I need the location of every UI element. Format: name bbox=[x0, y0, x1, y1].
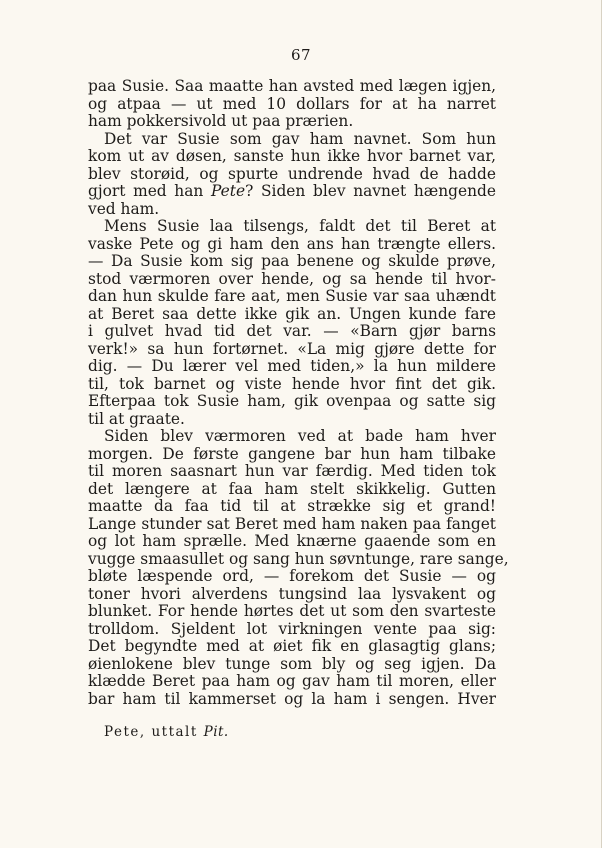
text-line: Siden blev værmoren ved at bade ham hver bbox=[104, 427, 496, 445]
text-line: ved ham. bbox=[88, 199, 160, 218]
text-line: gjort med han Pete? Siden blev navnet hængende bbox=[88, 182, 496, 200]
text-line: trolldom. Sjeldent lot virkningen vente paa sig: bbox=[88, 619, 496, 638]
text-line: Det var Susie som gav ham navnet. Som hun bbox=[104, 129, 496, 148]
text-line: dan hun skulde fare aat, men Susie var saa uhændt bbox=[88, 287, 496, 305]
text-line: Det begyndte med at øiet fik en glasagtig glans; bbox=[88, 637, 496, 655]
text-line: kom ut av døsen, sanste hun ikke hvor barnet var, bbox=[88, 147, 496, 165]
footnote-italic: Pit. bbox=[203, 724, 229, 740]
page-number: 67 bbox=[290, 46, 312, 64]
body-text bbox=[88, 77, 509, 708]
footnote-text: Pete, uttalt bbox=[104, 724, 198, 740]
text-line: Lange stunder sat Beret med ham naken paa fanget bbox=[88, 514, 496, 533]
text-line: ham pokkersivold ut paa prærien. bbox=[88, 112, 354, 130]
text-line: bløte læspende ord, — forekom det Susie — og bbox=[88, 567, 496, 585]
text-line: øienlokene blev tunge som bly og seg igjen. Da bbox=[88, 654, 496, 673]
text-line: i gulvet hvad tid det var. — «Barn gjør barns bbox=[88, 322, 496, 340]
text-line: Mens Susie laa tilsengs, faldt det til Beret at bbox=[104, 217, 496, 235]
text-line: og atpaa — ut med 10 dollars for at ha narret bbox=[88, 94, 496, 113]
text-line: — Da Susie kom sig paa benene og skulde prøve, bbox=[88, 252, 496, 270]
text-line: til at graate. bbox=[88, 409, 185, 428]
text-line: vaske Pete og gi ham den ans han trængte ellers. bbox=[88, 234, 496, 253]
text-line: vugge smaasullet og sang hun søvntunge, rare sange, bbox=[88, 549, 509, 568]
text-line: verk!» sa hun fortørnet. «La mig gjøre dette for bbox=[88, 339, 496, 358]
text-line: toner hvori alverdens tungsind laa lysvakent og bbox=[88, 584, 496, 603]
text-line: maatte da faa tid til at strække sig et grand! bbox=[88, 497, 496, 515]
text-line: det længere at faa ham stelt skikkelig. Gutten bbox=[88, 479, 496, 498]
text-line: stod værmoren over hende, og sa hende til hvor- bbox=[88, 269, 496, 288]
text-line: Efterpaa tok Susie ham, gik ovenpaa og satte sig bbox=[88, 392, 496, 410]
text-line: dig. — Du lærer vel med tiden,» la hun mildere bbox=[88, 357, 496, 375]
text-line: og lot ham sprælle. Med knærne gaaende som en bbox=[88, 532, 496, 550]
text-line: til, tok barnet og viste hende hvor fint det gik. bbox=[88, 374, 496, 393]
text-line: blunket. For hende hørtes det ut som den svarteste bbox=[88, 602, 496, 620]
text-line: bar ham til kammerset og la ham i sengen. Hver bbox=[88, 689, 496, 708]
text-line: blev storøid, og spurte undrende hvad de hadde bbox=[88, 164, 496, 183]
text-line: klædde Beret paa ham og gav ham til moren, eller bbox=[88, 672, 496, 690]
text-line: paa Susie. Saa maatte han avsted med lægen igjen, bbox=[88, 77, 496, 95]
text-line: til moren saasnart hun var færdig. Med tiden tok bbox=[88, 462, 496, 480]
text-line: morgen. De første gangene bar hun ham tilbake bbox=[88, 444, 496, 463]
text-line: at Beret saa dette ikke gik an. Ungen kunde fare bbox=[88, 304, 496, 323]
footnote bbox=[104, 724, 229, 740]
